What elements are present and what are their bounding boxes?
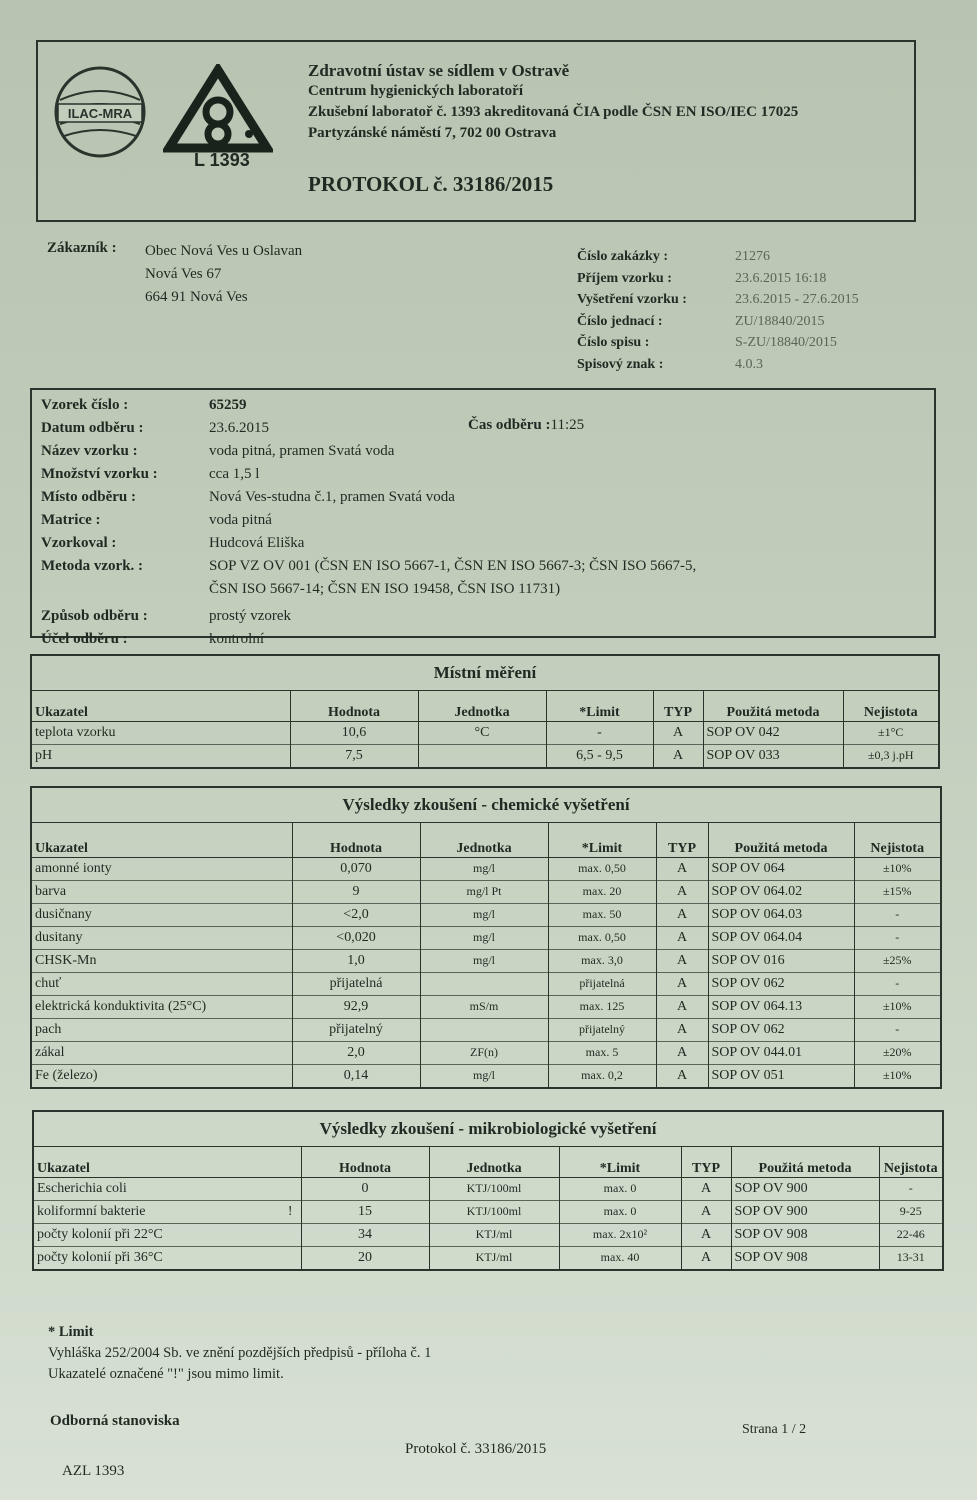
sample-row: Místo odběru : Nová Ves-studna č.1, pramen Svatá voda [41,489,455,505]
order-row: Vyšetření vzorku : 23.6.2015 - 27.6.2015 [577,292,859,307]
institution-block [308,60,798,144]
order-row: Číslo zakázky : 21276 [577,249,770,264]
table-row: teplota vzorku 10,6 °C - A SOP OV 042 ±1°C [32,721,938,744]
out-of-limit-flag [259,1223,301,1246]
table-title: Výsledky zkoušení - mikrobiologické vyšetření [34,1112,942,1147]
notes-title: * Limit [48,1324,94,1340]
table-row: barva 9 mg/l Pt max. 20 A SOP OV 064.02 ±15% [32,880,940,903]
table-header-row: Ukazatel Hodnota Jednotka *Limit TYP Použitá metoda Nejistota [34,1147,942,1177]
order-row: Číslo jednací : ZU/18840/2015 [577,313,825,329]
chemical-table [32,823,940,1087]
customer-address [145,240,302,309]
limit-notes [48,1322,431,1385]
page-number: Strana 1 / 2 [742,1422,807,1437]
out-of-limit-flag: ! [259,1200,301,1223]
micro-table [34,1147,942,1269]
micro-results-table [32,1110,944,1271]
table-row: dusitany <0,020 mg/l max. 0,50 A SOP OV 064.04 - [32,926,940,949]
svg-text:ILAC-MRA: ILAC-MRA [67,106,133,121]
sample-row: Název vzorku : voda pitná, pramen Svatá voda [41,443,395,459]
sampling-time: Čas odběru :11:25 [468,417,585,433]
expert-opinion-heading: Odborná stanoviska [50,1413,180,1429]
table-row: koliformní bakterie ! 15 KTJ/100ml max. 0 A SOP OV 900 9-25 [34,1200,942,1223]
customer-label: Zákazník : [47,240,117,256]
sample-row: Účel odběru : kontrolní [41,631,264,647]
customer-line: Obec Nová Ves u Oslavan [145,243,303,259]
local-measurement-table [30,654,940,769]
institution-center: Centrum hygienických laboratoří [308,83,523,99]
table-header-row: Ukazatel Hodnota Jednotka *Limit TYP Použitá metoda Nejistota [32,823,940,857]
sample-row: Matrice : voda pitná [41,512,272,528]
institution-name: Zdravotní ústav se sídlem v Ostravě [308,61,570,80]
notes-regulation: Vyhláška 252/2004 Sb. ve znění pozdějších předpisů - příloha č. 1 [48,1345,432,1361]
institution-accreditation: Zkušební laboratoř č. 1393 akreditovaná ČIA podle ČSN EN ISO/IEC 17025 [308,104,799,120]
chemical-results-table [30,786,942,1089]
sample-row: Vzorek číslo : 65259 [41,397,247,413]
table-row: počty kolonií při 22°C 34 KTJ/ml max. 2x10² A SOP OV 908 22-46 [34,1223,942,1246]
table-row: zákal 2,0 ZF(n) max. 5 A SOP OV 044.01 ±20% [32,1041,940,1064]
sample-row: ČSN ISO 5667-14; ČSN EN ISO 19458, ČSN ISO 11731) [209,581,561,597]
order-row: Spisový znak : 4.0.3 [577,356,763,372]
notes-flag-explanation: Ukazatelé označené "!" jsou mimo limit. [48,1366,284,1382]
table-row: Fe (železo) 0,14 mg/l max. 0,2 A SOP OV 051 ±10% [32,1064,940,1087]
ilac-mra-logo [50,62,150,162]
table-row: dusičnany <2,0 mg/l max. 50 A SOP OV 064.03 - [32,903,940,926]
table-row: počty kolonií při 36°C 20 KTJ/ml max. 40 A SOP OV 908 13-31 [34,1246,942,1269]
table-row: pH 7,5 6,5 - 9,5 A SOP OV 033 ±0,3 j.pH [32,744,938,767]
sample-info-box [30,388,936,647]
table-row: CHSK-Mn 1,0 mg/l max. 3,0 A SOP OV 016 ±25% [32,949,940,972]
table-header-row: Ukazatel Hodnota Jednotka *Limit TYP Použitá metoda Nejistota [32,691,938,721]
sample-row: Množství vzorku : cca 1,5 l [41,466,260,482]
footer-protocol-number: Protokol č. 33186/2015 [405,1441,547,1457]
table-title: Výsledky zkoušení - chemické vyšetření [32,788,940,823]
header-box [36,40,916,222]
footer-azl: AZL 1393 [62,1463,125,1479]
order-row: Číslo spisu : S-ZU/18840/2015 [577,335,837,350]
table-row: amonné ionty 0,070 mg/l max. 0,50 A SOP OV 064 ±10% [32,857,940,880]
customer-line: Nová Ves 67 [145,266,222,282]
table-row: Escherichia coli 0 KTJ/100ml max. 0 A SOP OV 900 - [34,1177,942,1200]
sample-row: Metoda vzork. : SOP VZ OV 001 (ČSN EN ISO 5667-1, ČSN EN ISO 5667-3; ČSN ISO 5667-5, [41,558,697,574]
local-table [32,691,938,767]
sample-row: Datum odběru : 23.6.2015 [41,420,269,436]
sample-row: Vzorkoval : Hudcová Eliška [41,535,305,551]
sample-row: Způsob odběru : prostý vzorek [41,608,292,624]
out-of-limit-flag [259,1177,301,1200]
order-row: Příjem vzorku : 23.6.2015 16:18 [577,270,827,286]
table-row: chuť přijatelná přijatelná A SOP OV 062 - [32,972,940,995]
institution-address: Partyzánské náměstí 7, 702 00 Ostrava [308,125,557,141]
table-row: pach přijatelný přijatelný A SOP OV 062 - [32,1018,940,1041]
customer-line: 664 91 Nová Ves [145,289,248,305]
lab-code: L 1393 [194,150,250,170]
table-title: Místní měření [32,656,938,691]
order-info [577,246,859,375]
out-of-limit-flag [259,1246,301,1269]
protocol-title: PROTOKOL č. 33186/2015 [308,172,554,196]
table-row: elektrická konduktivita (25°C) 92,9 mS/m max. 125 A SOP OV 064.13 ±10% [32,995,940,1018]
